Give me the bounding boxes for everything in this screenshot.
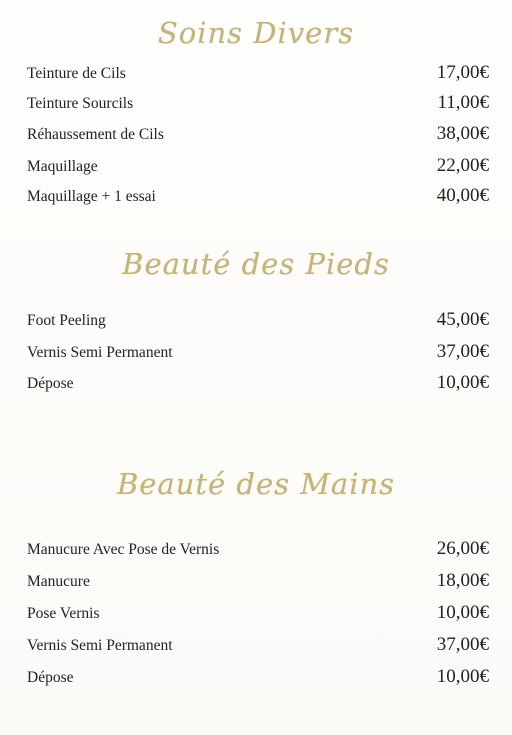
item-name: Foot Peeling [27,312,106,329]
item-name: Vernis Semi Permanent [27,637,173,654]
item-price: 40,00€ [436,185,489,206]
item-name: Manucure [27,573,90,590]
section-title-soins-divers: Soins Divers [157,16,355,50]
price-row [27,634,489,660]
item-name: Maquillage [27,158,98,175]
price-row [27,185,489,211]
item-name: Dépose [27,375,74,392]
price-row [27,341,489,367]
item-name: Vernis Semi Permanent [27,344,173,361]
section-title-beaute-des-mains: Beauté des Mains [116,467,396,501]
section-title-beaute-des-pieds: Beauté des Pieds [122,247,390,281]
price-row [27,92,489,118]
price-row [27,666,489,692]
item-price: 26,00€ [436,538,489,559]
item-name: Dépose [27,669,74,686]
item-price: 37,00€ [436,634,489,655]
item-name: Manucure Avec Pose de Vernis [27,541,220,558]
item-price: 10,00€ [436,666,489,687]
item-price: 10,00€ [436,372,489,393]
price-row [27,538,489,564]
price-row [27,62,489,88]
item-price: 11,00€ [437,92,489,113]
item-name: Teinture Sourcils [27,95,134,112]
price-row [27,372,489,398]
item-price: 17,00€ [436,62,489,83]
item-name: Maquillage + 1 essai [27,188,156,205]
item-name: Teinture de Cils [27,65,126,82]
price-row [27,123,489,149]
price-row [27,155,489,181]
item-name: Pose Vernis [27,605,100,622]
item-price: 45,00€ [436,309,489,330]
price-row [27,309,489,335]
item-price: 22,00€ [436,155,489,176]
item-price: 38,00€ [436,123,489,144]
item-price: 18,00€ [436,570,489,591]
item-name: Réhaussement de Cils [27,126,164,143]
price-row [27,570,489,596]
price-row [27,602,489,628]
item-price: 10,00€ [436,602,489,623]
item-price: 37,00€ [436,341,489,362]
